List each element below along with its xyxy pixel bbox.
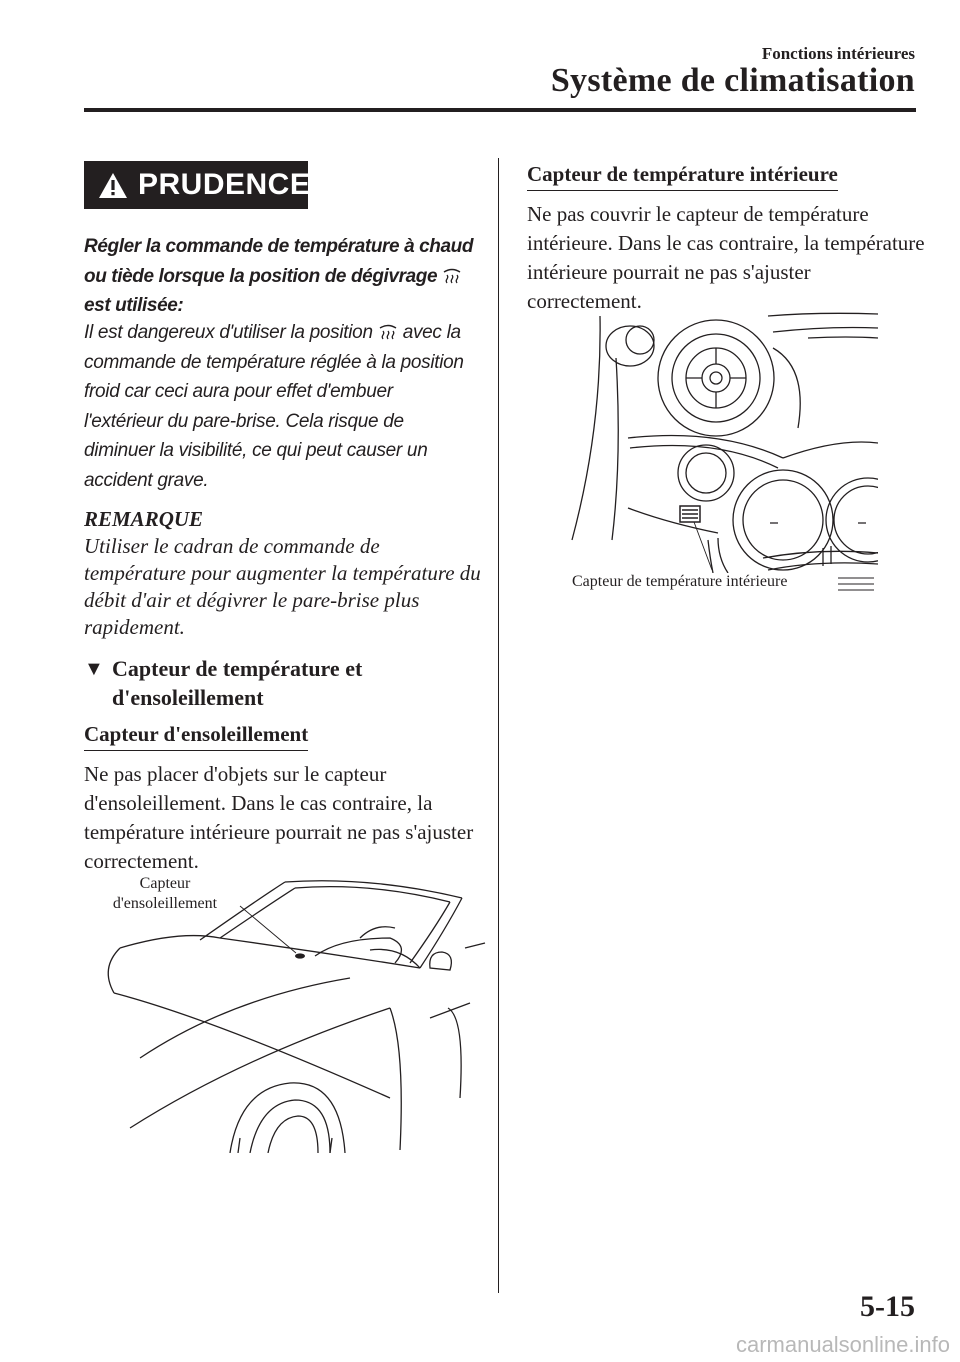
dashboard-illustration bbox=[568, 308, 878, 573]
caution-heading bbox=[84, 232, 476, 321]
caution-label: PRUDENCE bbox=[138, 168, 311, 201]
column-divider bbox=[498, 158, 499, 1293]
header-rule bbox=[84, 108, 916, 112]
caution-body-start: Il est dangereux d'utiliser la position bbox=[84, 322, 373, 343]
sunlight-subtitle: Capteur d'ensoleillement bbox=[84, 722, 308, 751]
page-number: 5-15 bbox=[860, 1290, 915, 1323]
section-heading-line1: Capteur de température et bbox=[112, 656, 363, 681]
page-title: Système de climatisation bbox=[550, 62, 915, 99]
defroster-icon bbox=[378, 322, 398, 340]
caution-body-rest: avec la commande de température réglée à la position froid car ceci aura pour effet d'embuer l'extérieur du pare-brise. Cela risque de diminuer la visibilité, ce qui peut causer un accident grave. bbox=[84, 322, 464, 491]
sunlight-figure-label-line1: Capteur bbox=[139, 875, 191, 892]
interior-subtitle: Capteur de température intérieure bbox=[527, 162, 838, 191]
defroster-icon bbox=[442, 266, 462, 284]
triangle-bullet-icon: ▼ bbox=[84, 658, 104, 680]
sunlight-text: Ne pas placer d'objets sur le capteur d'ensoleillement. Dans le cas contraire, la température intérieure pourrait ne pas s'ajuster correctement. bbox=[84, 762, 474, 873]
note-title: REMARQUE bbox=[84, 507, 204, 531]
interior-figure-label: Capteur de température intérieure bbox=[572, 573, 788, 590]
section-heading-line2: d'ensoleillement bbox=[112, 685, 264, 710]
sunlight-figure-label-line2: d'ensoleillement bbox=[112, 895, 218, 912]
caution-heading-text-end: est utilisée: bbox=[84, 295, 184, 316]
note-block bbox=[84, 506, 484, 641]
car-figure bbox=[90, 868, 490, 1153]
note-text: Utiliser le cadran de commande de température pour augmenter la température du débit d'air et dégivrer le pare-brise plus rapidement. bbox=[84, 534, 481, 639]
caution-body bbox=[84, 318, 476, 495]
warning-icon bbox=[98, 172, 128, 199]
header-section: Fonctions intérieures bbox=[761, 44, 915, 63]
dashboard-figure bbox=[568, 308, 878, 598]
watermark: carmanualsonline.info bbox=[735, 1332, 950, 1357]
interior-text: Ne pas couvrir le capteur de température intérieure. Dans le cas contraire, la température intérieure pourrait ne pas s'ajuster correctement. bbox=[527, 202, 925, 313]
sunlight-figure-label bbox=[90, 874, 240, 914]
section-heading bbox=[84, 654, 362, 712]
caption-lines-icon bbox=[838, 575, 874, 593]
caution-heading-text: Régler la commande de température à chaud ou tiède lorsque la position de dégivrage bbox=[84, 236, 474, 287]
caution-banner bbox=[84, 161, 311, 209]
